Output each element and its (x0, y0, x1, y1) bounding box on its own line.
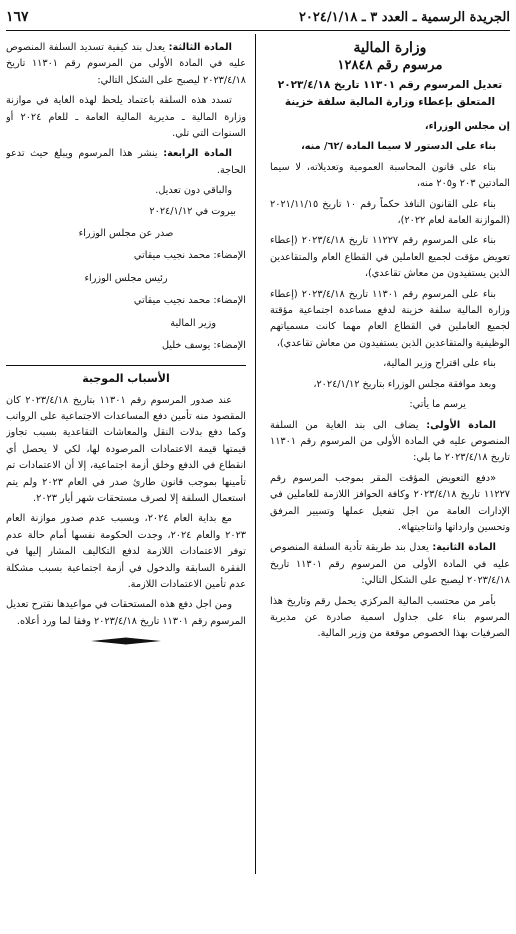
column-divider (255, 34, 256, 874)
article-4-text: ينشر هذا المرسوم ويبلغ حيث تدعو الحاجة. (6, 148, 246, 176)
preamble-line: بناء على الدستور لا سيما المادة /٦٢/ منه، (301, 141, 496, 153)
preamble-line: بناء على المرسوم رقم ١١٢٢٧ تاريخ ٢٠٢٣/٤/١٨ (إعطاء تعويض مؤقت لجميع العاملين في القطاع العام والمتقاعدين الذين يستفيدون من معاش تقاعدي)، (270, 235, 510, 280)
remainder-unchanged: والباقي دون تعديل. (155, 185, 232, 197)
decree-subject: تعديل المرسوم رقم ١١٣٠١ تاريخ ٢٠٢٣/٤/١٨ المتعلق بإعطاء وزارة المالية سلفة خزينة (277, 79, 503, 108)
preamble-line: بناء على اقتراح وزير المالية، (383, 358, 496, 370)
preamble-line: بناء على المرسوم رقم ١١٣٠١ تاريخ ٢٠٢٣/٤/١٨ (إعطاء وزارة المالية سلفة خزينة لدفع مساعدة اجتماعية مؤقتة لجميع العاملين في القطاع العام مهما كانت مسمياتهم الوظيفية والمتقاعدين الذين يستفيدون من معاش تقاعدي)، (270, 288, 510, 349)
article-2-text: يعدل بند طريقة تأدية السلفة المنصوص عليه في المادة الأولى من المرسوم رقم ١١٣٠١ تاريخ ٢٠٢٣/٤/١٨ ليصبح على الشكل التالي: (270, 542, 510, 587)
decree-number: مرسوم رقم ١٢٨٤٨ (337, 58, 443, 73)
signature-1: الإمضاء: محمد نجيب ميقاتي (133, 250, 246, 262)
article-4-label: المادة الرابعة: (163, 148, 232, 160)
article-4 (6, 146, 246, 179)
article-2 (270, 540, 510, 589)
signature-2: الإمضاء: محمد نجيب ميقاتي (133, 295, 246, 307)
article-1-quote: «دفع التعويض المؤقت المقر بموجب المرسوم رقم ١١٢٢٧ تاريخ ٢٠٢٣/٤/١٨ وكافة الحوافز اللازمة للعاملين في الإدارات العامة من اجل تفعيل عملها وتسيير المرفق وتحسين وارداتها وانتاجيتها». (270, 472, 510, 533)
article-3-quote: تسدد هذه السلفة باعتماد يلحظ لهذه الغاية في موازنة وزارة المالية ـ مديرية المالية العامة ـ للعام ٢٠٢٤ أو السنوات التي تلي. (6, 95, 246, 140)
reasons-paragraph: مع بداية العام ٢٠٢٤، وبسبب عدم صدور موازنة العام ٢٠٢٣ والعام ٢٠٢٤، وجدت الحكومة نفسها أمام حالة عدم توفر الاعتمادات اللازمة لدفع التكاليف المشار إليها في الفقرة السابقة والدخول في أزمة اجتماعية بسبب مشكلة عدم تأمين الاعتمادات اللازمة. (6, 513, 246, 590)
signature-3: الإمضاء: يوسف خليل (161, 340, 246, 352)
preamble-line: بناء على قانون المحاسبة العمومية وتعديلاته، لا سيما المادتين ٢٠٣ و٢٠٥ منه، (270, 161, 510, 190)
article-2-quote: بأمر من محتسب المالية المركزي يحمل رقم وتاريخ هذا المرسوم بناء على جداول اسمية صادرة عن مديرية الصرفيات بهذا الخصوص موقعة من وزير المالية. (270, 595, 510, 640)
article-3-label: المادة الثالثة: (168, 42, 232, 53)
article-3 (6, 40, 246, 89)
article-1 (270, 418, 510, 467)
right-column (270, 40, 510, 934)
article-1-text: يضاف الى بند الغاية من السلفة المنصوص عليه في المادة الأولى من المرسوم رقم ١١٣٠١ تاريخ ٢٠٢٣/٤/١٨ ما يلي: (270, 419, 510, 464)
preamble-line: إن مجلس الوزراء، (424, 121, 510, 132)
end-ornament (6, 636, 246, 646)
left-column (6, 40, 246, 934)
page-header (6, 6, 510, 28)
article-2-label: المادة الثانية: (432, 542, 496, 554)
article-1-label: المادة الأولى: (426, 419, 496, 431)
article-3-text: يعدل بند كيفية تسديد السلفة المنصوص عليه في المادة الأولى من المرسوم رقم ١١٣٠١ تاريخ ٢٠٢٣/٤/١٨ ليصبح على الشكل التالي: (6, 42, 246, 86)
preamble-line: بناء على القانون النافذ حكماً رقم ١٠ تاريخ ٢٠٢١/١١/١٥ (الموازنة العامة لعام ٢٠٢٢)، (270, 198, 510, 227)
end-ornament-icon (91, 636, 161, 646)
preamble-line: وبعد موافقة مجلس الوزراء بتاريخ ٢٠٢٤/١/١٢، (313, 378, 496, 390)
section-divider (6, 365, 246, 366)
page-number: ١٦٧ (6, 9, 29, 25)
pm-title: رئيس مجلس الوزراء (84, 272, 168, 284)
gazette-header-title: الجريدة الرسمية ـ العدد ٣ ـ ٢٠٢٤/١/١٨ (298, 9, 510, 25)
reasons-title: الأسباب الموجبة (82, 371, 170, 385)
minister-title: وزير المالية (170, 317, 216, 329)
preamble-line: يرسم ما يأتي: (409, 399, 466, 411)
header-rule (6, 30, 510, 31)
place-date: بيروت في ٢٠٢٤/١/١٢ (149, 205, 236, 217)
ministry-title: وزارة المالية (353, 40, 427, 56)
issued-by: صدر عن مجلس الوزراء (78, 228, 174, 240)
reasons-paragraph: ومن اجل دفع هذه المستحقات في مواعيدها نقترح تعديل المرسوم رقم ١١٣٠١ تاريخ ٢٠٢٣/٤/١٨ وفقا لما ورد أعلاه. (6, 599, 246, 627)
reasons-paragraph: عند صدور المرسوم رقم ١١٣٠١ بتاريخ ٢٠٢٣/٤/١٨ كان المقصود منه تأمين دفع المساعدات الاجتماعية على الرواتب وكما دفع بدلات النقل والمعاشات التقاعدية بسبب تجاوز قيمتها قيمة الاعتمادات المرصودة لها، لكي لا يحصل أي انقطاع في الدفع وخلق أزمة اجتماعية، إلا أن الاعتمادات تم تأمينها بموجب قانون طارئ صدر في العام ٢٠٢٣ ولم يتم استعمال السلفة إلا لصرف مستحقات شهر أيار ٢٠٢٣. (6, 394, 246, 504)
